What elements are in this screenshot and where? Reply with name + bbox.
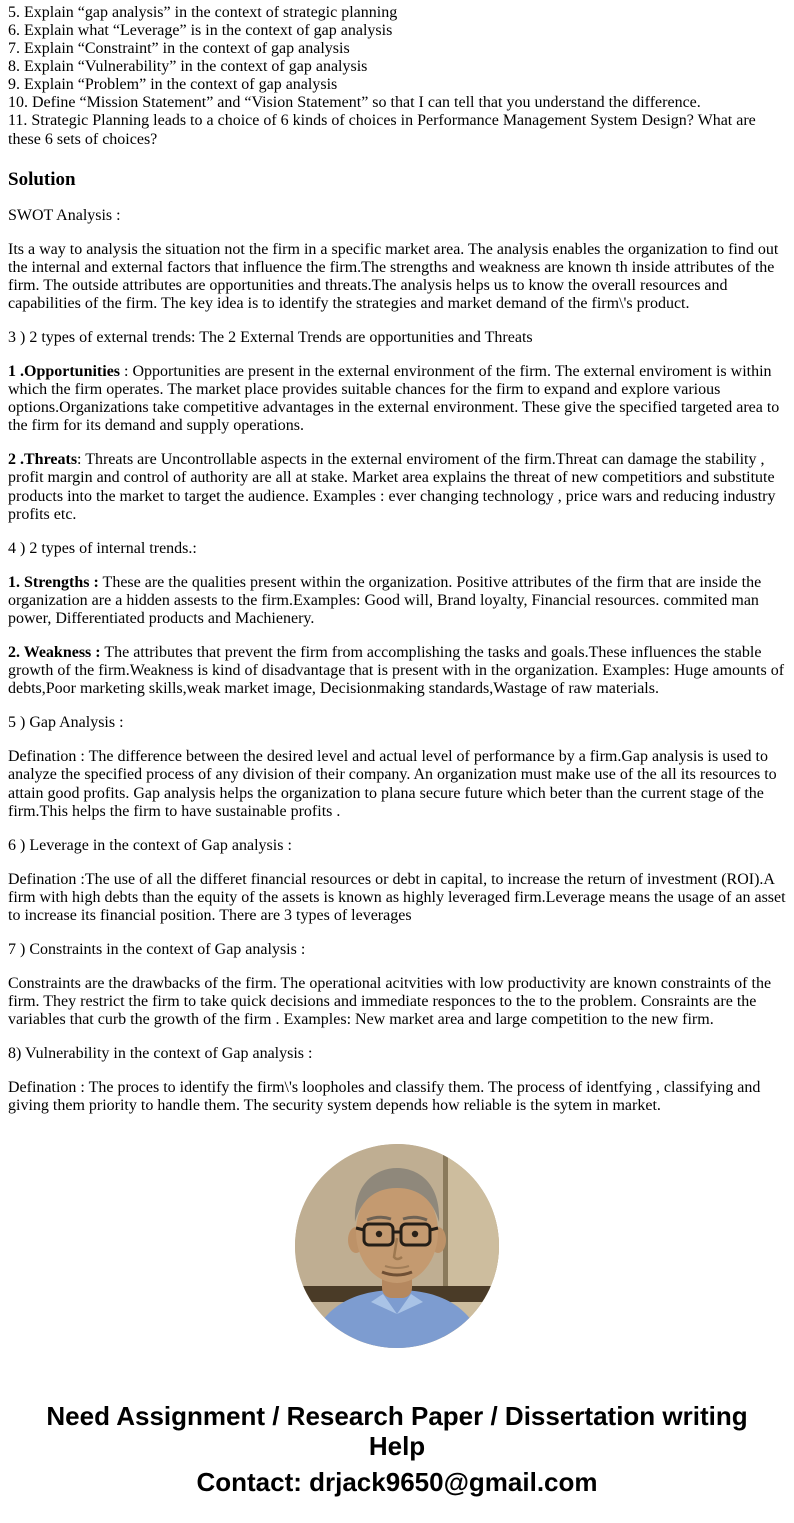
paragraph-text: These are the qualities present within the organization. Positive attributes of the firm that are inside the organization are a hidden assests to the firm.Examples: Good will, Brand loyalty, Financial resources. commited man power, Differentiated products and Machienery.	[8, 573, 762, 627]
paragraph-internal-trends: 4 ) 2 types of internal trends.:	[8, 539, 197, 557]
question-item: 5. Explain “gap analysis” in the context of strategic planning	[8, 4, 398, 21]
paragraph-external-trends: 3 ) 2 types of external trends: The 2 External Trends are opportunities and Threats	[8, 329, 533, 347]
paragraph-strengths	[8, 574, 786, 628]
paragraph-gap-analysis-label: 5 ) Gap Analysis :	[8, 714, 124, 732]
paragraph-opportunities	[8, 363, 786, 435]
paragraph-lead-threats: 2 .Threats	[8, 451, 78, 469]
paragraph-vulnerability-label: 8) Vulnerability in the context of Gap analysis :	[8, 1045, 313, 1063]
paragraph-swot-label: SWOT Analysis :	[8, 206, 121, 224]
question-item: 10. Define “Mission Statement” and “Vision Statement” so that I can tell that you understand the difference.	[8, 94, 701, 112]
paragraph-constraints-body: Constraints are the drawbacks of the firm. The operational acitvities with low productivity are known constraints of the firm. They restrict the firm to take quick decisions and immediate responces to the to the problem. Consraints are the variables that curb the growth of the firm . Examples: New market area and large competition to the new firm.	[8, 975, 772, 1029]
question-item: 7. Explain “Constraint” in the context of gap analysis	[8, 40, 350, 58]
paragraph-lead-strengths: 1. Strengths :	[8, 573, 99, 591]
question-item: 6. Explain what “Leverage” is in the context of gap analysis	[8, 22, 393, 40]
paragraph-lead-opportunities: 1 .Opportunities	[8, 363, 121, 381]
question-item: 9. Explain “Problem” in the context of gap analysis	[8, 76, 338, 94]
paragraph-text: : Threats are Uncontrollable aspects in the external enviroment of the firm.Threat can damage the stability , profit margin and control of authority are all at stake. Market area explains the threat of new competitiors and substitute products into the market to target the audience. Examples : ever changing technology , price wars and reducing industry profits etc.	[8, 451, 776, 523]
paragraph-threats	[8, 451, 786, 523]
paragraph-leverage-label: 6 ) Leverage in the context of Gap analysis :	[8, 836, 292, 854]
paragraph-lead-weakness: 2. Weakness :	[8, 644, 101, 662]
question-item: 11. Strategic Planning leads to a choice of 6 kinds of choices in Performance Management System Design? What are these 6 sets of choices?	[8, 112, 756, 148]
paragraph-constraints-label: 7 ) Constraints in the context of Gap analysis :	[8, 940, 306, 958]
paragraph-leverage-defination: Defination :The use of all the differet financial resources or debt in capital, to increase the return of investment (ROI).A firm with high debts than the equity of the assets is known as highly leveraged firm.Leverage means the usage of an asset to increase its financial position. There are 3 types of leverages	[8, 870, 786, 924]
footer-help-text: Need Assignment / Research Paper / Dissertation writing Help	[46, 1400, 748, 1461]
paragraph-text: : Opportunities are present in the external environment of the firm. The external enviroment is within which the firm operates. The market place provides suitable chances for the firm to expand and explore various options.Organizations take competitive advantages in the external environment. These give the specified targeted area to the firm for its demand and supply operations.	[8, 363, 780, 435]
paragraph-swot-body: Its a way to analysis the situation not the firm in a specific market area. The analysis enables the organization to find out the internal and external factors that influence the firm.The strengths and weakness are known th inside attributes of the firm. The outside attributes are opportunities and threats.The analysis helps us to know the overall resources and capabilities of the firm. The key idea is to identify the strategies and market demand of the firm\'s product.	[8, 240, 779, 312]
question-item: 8. Explain “Vulnerability” in the context of gap analysis	[8, 58, 368, 76]
tutor-photo-illustration	[295, 1144, 499, 1348]
paragraph-gap-analysis-defination: Defination : The difference between the desired level and actual level of performance by a firm.Gap analysis is used to analyze the specified process of any division of their company. An organization must make use of the all its resources to attain good profits. Gap analysis helps the organization to plana secure future which beter than the current stage of the firm.This helps the firm to have sustainable profits .	[8, 748, 777, 820]
question-list	[8, 4, 786, 149]
avatar	[295, 1144, 499, 1348]
paragraph-text: The attributes that prevent the firm from accomplishing the tasks and goals.These influences the stable growth of the firm.Weakness is kind of disadvantage that is present with in the organization. Examples: Huge amounts of debts,Poor marketing skills,weak market image, Decisionmaking standards,Wastage of raw materials.	[8, 644, 785, 698]
solution-heading: Solution	[8, 168, 76, 190]
paragraph-weakness	[8, 644, 786, 698]
footer	[8, 1401, 786, 1497]
avatar-container	[8, 1144, 786, 1353]
paragraph-vulnerability-defination: Defination : The proces to identify the firm\'s loopholes and classify them. The process of identfying , classifying and giving them priority to handle them. The security system depends how reliable is the sytem in market.	[8, 1079, 761, 1115]
footer-contact: Contact: drjack9650@gmail.com	[196, 1466, 598, 1497]
